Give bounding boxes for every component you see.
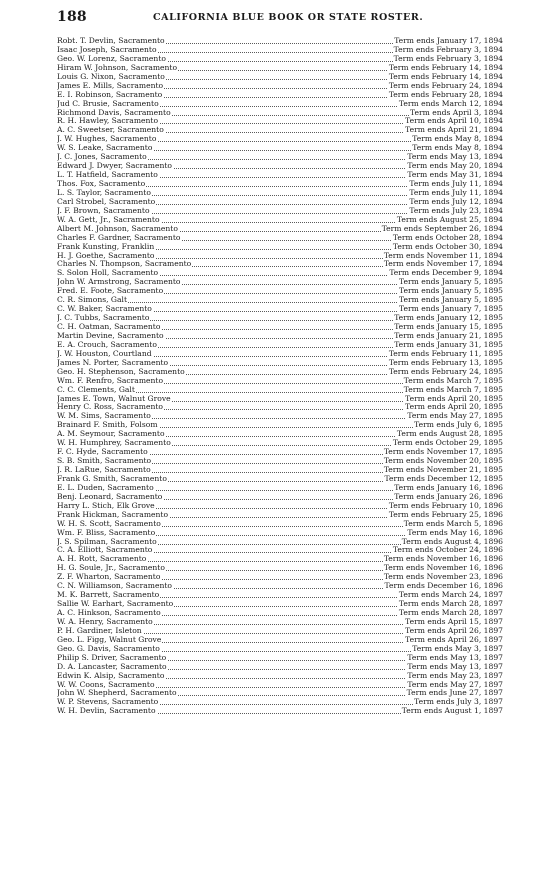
entry-term-end: Term ends April 26, 1897 <box>405 635 503 644</box>
entry-term-end: Term ends April 10, 1894 <box>405 117 503 126</box>
roster-entry <box>57 296 503 305</box>
entry-term-end: Term ends March 5, 1896 <box>403 519 503 528</box>
entry-name-location: Louis G. Nixon, Sacramento <box>57 72 165 81</box>
entry-name-location: Albert M. Johnson, Sacramento <box>57 224 178 233</box>
entry-name-location: Isaac Joseph, Sacramento <box>57 45 157 54</box>
roster-entry <box>57 511 503 520</box>
entry-term-end: Term ends May 13, 1894 <box>407 153 503 162</box>
roster-entry <box>57 323 503 332</box>
entry-name-location: Thos. Fox, Sacramento <box>57 180 146 188</box>
entry-name-location: Geo. H. Stephenson, Sacramento <box>57 367 185 376</box>
roster-entry <box>57 162 503 171</box>
entry-name-location: Frank Hickman, Sacramento <box>57 510 169 519</box>
entry-name-location: C. A. Elliott, Sacramento <box>57 546 153 555</box>
roster-entry <box>57 663 503 672</box>
entry-name-location: H. J. Goethe, Sacramento <box>57 251 155 260</box>
entry-term-end: Term ends February 28, 1894 <box>388 90 503 99</box>
entry-term-end: Term ends July 3, 1897 <box>414 698 503 707</box>
entry-name-location: R. H. Hawley, Sacramento <box>57 117 159 126</box>
entry-term-end: Term ends May 23, 1897 <box>407 671 503 680</box>
entry-name-location: E. L. Duden, Sacramento <box>57 483 154 492</box>
entry-name-location: John W. Shepherd, Sacramento <box>57 689 177 698</box>
roster-entry <box>57 350 503 359</box>
entry-name-location: A. H. Rott, Sacramento <box>57 555 147 564</box>
entry-term-end: Term ends July 23, 1894 <box>409 206 503 215</box>
roster-entry <box>57 216 503 225</box>
entry-name-location: Frank G. Smith, Sacramento <box>57 474 167 483</box>
entry-name-location: E. I. Robinson, Sacramento <box>57 90 163 99</box>
entry-term-end: Term ends August 28, 1895 <box>396 430 503 439</box>
roster-entry <box>57 654 503 663</box>
roster-entry <box>57 600 503 609</box>
roster-entry <box>57 573 503 582</box>
entry-term-end: Term ends July 11, 1894 <box>409 188 503 197</box>
roster-entry <box>57 698 503 707</box>
entry-name-location: J. R. LaRue, Sacramento <box>57 466 151 474</box>
roster-entry <box>57 645 503 654</box>
entry-name-location: W. P. Stevens, Sacramento <box>57 698 159 707</box>
roster-entry <box>57 403 503 412</box>
roster-entry <box>57 332 503 341</box>
roster-entry <box>57 707 503 716</box>
entry-name-location: A. M. Seymour, Sacramento <box>57 430 165 439</box>
entry-name-location: Geo. G. Davis, Sacramento <box>57 644 160 653</box>
entry-term-end: Term ends March 28, 1897 <box>398 600 503 609</box>
entry-term-end: Term ends February 10, 1896 <box>388 501 503 510</box>
roster-entry <box>57 243 503 252</box>
entry-term-end: Term ends March 7, 1895 <box>403 385 503 394</box>
entry-term-end: Term ends February 3, 1894 <box>393 54 503 63</box>
entry-term-end: Term ends June 27, 1897 <box>406 689 503 698</box>
roster-entry <box>57 502 503 511</box>
roster-entry <box>57 64 503 73</box>
entry-term-end: Term ends January 5, 1895 <box>399 278 503 287</box>
entry-name-location: C. W. Baker, Sacramento <box>57 305 152 314</box>
entry-name-location: Harry L. Stich, Elk Grove <box>57 501 155 510</box>
entry-term-end: Term ends October 30, 1894 <box>392 242 503 251</box>
entry-term-end: Term ends November 16, 1896 <box>383 564 503 573</box>
entry-name-location: John W. Armstrong, Sacramento <box>57 278 181 287</box>
roster-entry <box>57 341 503 350</box>
entry-term-end: Term ends May 8, 1894 <box>412 135 503 144</box>
roster-entry <box>57 144 503 153</box>
roster-entry <box>57 82 503 91</box>
notary-roster-list <box>57 37 503 716</box>
entry-name-location: J. C. Tubbs, Sacramento <box>57 314 150 323</box>
entry-term-end: Term ends January 7, 1895 <box>399 305 503 314</box>
entry-term-end: Term ends January 31, 1895 <box>394 340 503 349</box>
entry-name-location: Geo. W. Lorenz, Sacramento <box>57 54 166 63</box>
roster-entry <box>57 582 503 591</box>
entry-term-end: Term ends May 27, 1897 <box>407 680 503 689</box>
entry-term-end: Term ends January 17, 1894 <box>394 37 503 45</box>
entry-name-location: J. W. Hughes, Sacramento <box>57 135 157 144</box>
entry-name-location: P. H. Gardiner, Isleton <box>57 626 142 635</box>
entry-name-location: James E. Town, Walnut Grove <box>57 394 171 403</box>
roster-entry <box>57 395 503 404</box>
entry-name-location: Carl Strobel, Sacramento <box>57 197 156 206</box>
entry-name-location: J. C. Jones, Sacramento <box>57 153 147 162</box>
entry-term-end: Term ends May 31, 1894 <box>407 171 503 180</box>
roster-entry <box>57 260 503 269</box>
entry-term-end: Term ends November 16, 1896 <box>383 555 503 564</box>
entry-name-location: Frank Kunsting, Franklin <box>57 242 155 251</box>
entry-name-location: Martin Devine, Sacramento <box>57 331 164 340</box>
roster-entry <box>57 609 503 618</box>
roster-entry <box>57 180 503 189</box>
entry-name-location: Charles F. Gardner, Sacramento <box>57 233 181 242</box>
entry-term-end: Term ends February 13, 1895 <box>388 358 503 367</box>
entry-name-location: Z. F. Wharton, Sacramento <box>57 573 161 582</box>
roster-entry <box>57 198 503 207</box>
entry-name-location: W. W. Coons, Sacramento <box>57 680 155 689</box>
entry-name-location: S. Solon Holl, Sacramento <box>57 269 159 278</box>
roster-entry <box>57 439 503 448</box>
entry-term-end: Term ends October 28, 1894 <box>392 233 503 242</box>
roster-entry <box>57 520 503 529</box>
roster-entry <box>57 564 503 573</box>
entry-term-end: Term ends April 20, 1895 <box>405 403 503 412</box>
roster-entry <box>57 672 503 681</box>
entry-name-location: Sallie W. Earhart, Sacramento <box>57 600 174 609</box>
entry-term-end: Term ends January 5, 1895 <box>399 296 503 305</box>
entry-name-location: F. C. Hyde, Sacramento <box>57 448 148 457</box>
roster-entry <box>57 681 503 690</box>
entry-term-end: Term ends May 13, 1897 <box>407 653 503 662</box>
entry-name-location: Richmond Davis, Sacramento <box>57 108 171 117</box>
entry-name-location: Brainard F. Smith, Folsom <box>57 421 158 430</box>
entry-term-end: Term ends May 27, 1895 <box>407 412 503 421</box>
entry-term-end: Term ends July 12, 1894 <box>409 197 503 206</box>
roster-entry <box>57 278 503 287</box>
entry-term-end: Term ends February 24, 1894 <box>388 81 503 90</box>
roster-entry <box>57 46 503 55</box>
roster-entry <box>57 493 503 502</box>
roster-entry <box>57 269 503 278</box>
entry-term-end: Term ends April 21, 1894 <box>405 126 503 135</box>
roster-entry <box>57 689 503 698</box>
roster-entry <box>57 386 503 395</box>
entry-term-end: Term ends August 25, 1894 <box>396 215 503 224</box>
entry-term-end: Term ends January 12, 1895 <box>394 314 503 323</box>
roster-entry <box>57 448 503 457</box>
roster-entry <box>57 591 503 600</box>
entry-term-end: Term ends March 7, 1895 <box>403 376 503 385</box>
entry-name-location: W. H. Devlin, Sacramento <box>57 707 156 716</box>
entry-name-location: L. S. Taylor, Sacramento <box>57 188 151 197</box>
roster-entry <box>57 100 503 109</box>
roster-entry <box>57 457 503 466</box>
entry-term-end: Term ends April 3, 1894 <box>409 108 503 117</box>
entry-term-end: Term ends November 23, 1896 <box>383 573 503 582</box>
entry-term-end: Term ends February 3, 1894 <box>393 45 503 54</box>
entry-term-end: Term ends March 24, 1897 <box>398 591 503 600</box>
entry-name-location: L. T. Hatfield, Sacramento <box>57 171 158 180</box>
entry-term-end: Term ends April 15, 1897 <box>405 617 503 626</box>
entry-name-location: W. A. Henry, Sacramento <box>57 617 153 626</box>
roster-entry <box>57 117 503 126</box>
entry-name-location: M. K. Barrett, Sacramento <box>57 591 160 600</box>
entry-name-location: Hiram W. Johnson, Sacramento <box>57 63 178 72</box>
roster-entry <box>57 627 503 636</box>
roster-entry <box>57 55 503 64</box>
entry-name-location: W. A. Gett, Jr., Sacramento <box>57 215 160 224</box>
roster-entry <box>57 171 503 180</box>
roster-entry <box>57 538 503 547</box>
entry-term-end: Term ends November 11, 1894 <box>383 251 503 260</box>
entry-term-end: Term ends March 12, 1894 <box>398 99 503 108</box>
entry-name-location: Wm. F. Renfro, Sacramento <box>57 376 164 385</box>
entry-term-end: Term ends August 4, 1896 <box>401 537 503 546</box>
entry-name-location: W. M. Sims, Sacramento <box>57 412 151 421</box>
entry-name-location: Jud C. Brusie, Sacramento <box>57 99 159 108</box>
roster-entry <box>57 135 503 144</box>
entry-name-location: C. R. Simons, Galt <box>57 296 128 305</box>
entry-name-location: Edward J. Dwyer, Sacramento <box>57 162 172 171</box>
entry-term-end: Term ends October 24, 1896 <box>392 546 503 555</box>
roster-entry <box>57 359 503 368</box>
entry-name-location: S. B. Smith, Sacramento <box>57 457 152 466</box>
entry-name-location: J. S. Spilman, Sacramento <box>57 537 157 546</box>
roster-entry <box>57 126 503 135</box>
roster-entry <box>57 314 503 323</box>
entry-term-end: Term ends November 21, 1895 <box>383 466 503 474</box>
entry-term-end: Term ends February 25, 1896 <box>388 510 503 519</box>
roster-entry <box>57 412 503 421</box>
entry-name-location: Fred. E. Foote, Sacramento <box>57 287 164 296</box>
entry-name-location: Geo. L. Figg, Walnut Grove <box>57 635 162 644</box>
entry-name-location: W. H. S. Scott, Sacramento <box>57 519 161 528</box>
running-head: CALIFORNIA BLUE BOOK OR STATE ROSTER. <box>153 12 424 23</box>
entry-name-location: J. F. Brown, Sacramento <box>57 206 150 215</box>
entry-name-location: J. W. Houston, Courtland <box>57 349 152 358</box>
entry-term-end: Term ends December 12, 1895 <box>384 474 503 483</box>
entry-term-end: Term ends May 16, 1896 <box>407 528 503 537</box>
entry-name-location: Henry C. Ross, Sacramento <box>57 403 163 412</box>
roster-entry <box>57 430 503 439</box>
entry-term-end: Term ends February 24, 1895 <box>388 367 503 376</box>
entry-name-location: H. G. Soule, Jr., Sacramento <box>57 564 165 573</box>
roster-entry <box>57 234 503 243</box>
entry-term-end: Term ends May 20, 1894 <box>407 162 503 171</box>
entry-term-end: Term ends July 11, 1894 <box>409 180 503 188</box>
roster-entry <box>57 618 503 627</box>
entry-name-location: C. N. Williamson, Sacramento <box>57 582 173 591</box>
roster-entry <box>57 529 503 538</box>
roster-entry <box>57 207 503 216</box>
roster-entry <box>57 475 503 484</box>
roster-entry <box>57 252 503 261</box>
roster-entry <box>57 225 503 234</box>
roster-entry <box>57 636 503 645</box>
roster-entry <box>57 555 503 564</box>
entry-name-location: D. A. Lancaster, Sacramento <box>57 662 167 671</box>
entry-name-location: A. C. Sweetser, Sacramento <box>57 126 164 135</box>
roster-entry <box>57 546 503 555</box>
page-header <box>57 9 503 27</box>
entry-term-end: Term ends January 5, 1895 <box>399 287 503 296</box>
entry-term-end: Term ends April 20, 1895 <box>405 394 503 403</box>
entry-name-location: Benj. Leonard, Sacramento <box>57 492 163 501</box>
roster-entry <box>57 421 503 430</box>
roster-entry <box>57 109 503 118</box>
entry-term-end: Term ends July 6, 1895 <box>414 421 503 430</box>
entry-term-end: Term ends September 26, 1894 <box>381 224 503 233</box>
entry-name-location: James N. Porter, Sacramento <box>57 358 169 367</box>
roster-entry <box>57 189 503 198</box>
roster-entry <box>57 91 503 100</box>
roster-entry <box>57 466 503 475</box>
entry-name-location: W. S. Leake, Sacramento <box>57 144 153 153</box>
entry-term-end: Term ends February 11, 1895 <box>388 349 503 358</box>
entry-term-end: Term ends January 26, 1896 <box>394 492 503 501</box>
entry-name-location: Charles N. Thompson, Sacramento <box>57 260 192 269</box>
entry-name-location: E. A. Crouch, Sacramento <box>57 340 157 349</box>
roster-entry <box>57 37 503 46</box>
roster-entry <box>57 368 503 377</box>
entry-term-end: Term ends January 16, 1896 <box>394 483 503 492</box>
roster-entry <box>57 287 503 296</box>
entry-name-location: Wm. F. Bliss, Sacramento <box>57 528 156 537</box>
entry-term-end: Term ends May 3, 1897 <box>412 644 503 653</box>
page-number: 188 <box>57 9 87 25</box>
entry-term-end: Term ends May 8, 1894 <box>412 144 503 153</box>
entry-term-end: Term ends March 28, 1897 <box>398 609 503 617</box>
entry-term-end: Term ends November 17, 1895 <box>383 448 503 457</box>
entry-term-end: Term ends August 1, 1897 <box>401 707 503 716</box>
entry-term-end: Term ends November 20, 1895 <box>383 457 503 466</box>
roster-entry <box>57 153 503 162</box>
entry-name-location: Philip S. Driver, Sacramento <box>57 653 167 662</box>
entry-term-end: Term ends December 16, 1896 <box>384 582 503 591</box>
roster-entry <box>57 73 503 82</box>
entry-term-end: Term ends January 21, 1895 <box>394 331 503 340</box>
entry-name-location: James E. Mills, Sacramento <box>57 81 164 90</box>
entry-term-end: Term ends January 15, 1895 <box>394 323 503 331</box>
entry-name-location: A. C. Hinkson, Sacramento <box>57 609 161 617</box>
entry-term-end: Term ends February 14, 1894 <box>388 63 503 72</box>
roster-entry <box>57 377 503 386</box>
roster-entry <box>57 484 503 493</box>
entry-name-location: Robt. T. Devlin, Sacramento <box>57 37 165 45</box>
entry-term-end: Term ends April 26, 1897 <box>405 626 503 635</box>
roster-entry <box>57 305 503 314</box>
entry-name-location: C. C. Clements, Galt <box>57 385 135 394</box>
entry-term-end: Term ends November 17, 1894 <box>383 260 503 269</box>
entry-name-location: C. H. Oatman, Sacramento <box>57 323 161 331</box>
entry-term-end: Term ends October 29, 1895 <box>392 439 503 448</box>
entry-term-end: Term ends May 13, 1897 <box>407 662 503 671</box>
entry-term-end: Term ends December 9, 1894 <box>389 269 503 278</box>
entry-name-location: W. H. Humphrey, Sacramento <box>57 439 171 448</box>
entry-term-end: Term ends February 14, 1894 <box>388 72 503 81</box>
entry-name-location: Edwin K. Alsip, Sacramento <box>57 671 165 680</box>
